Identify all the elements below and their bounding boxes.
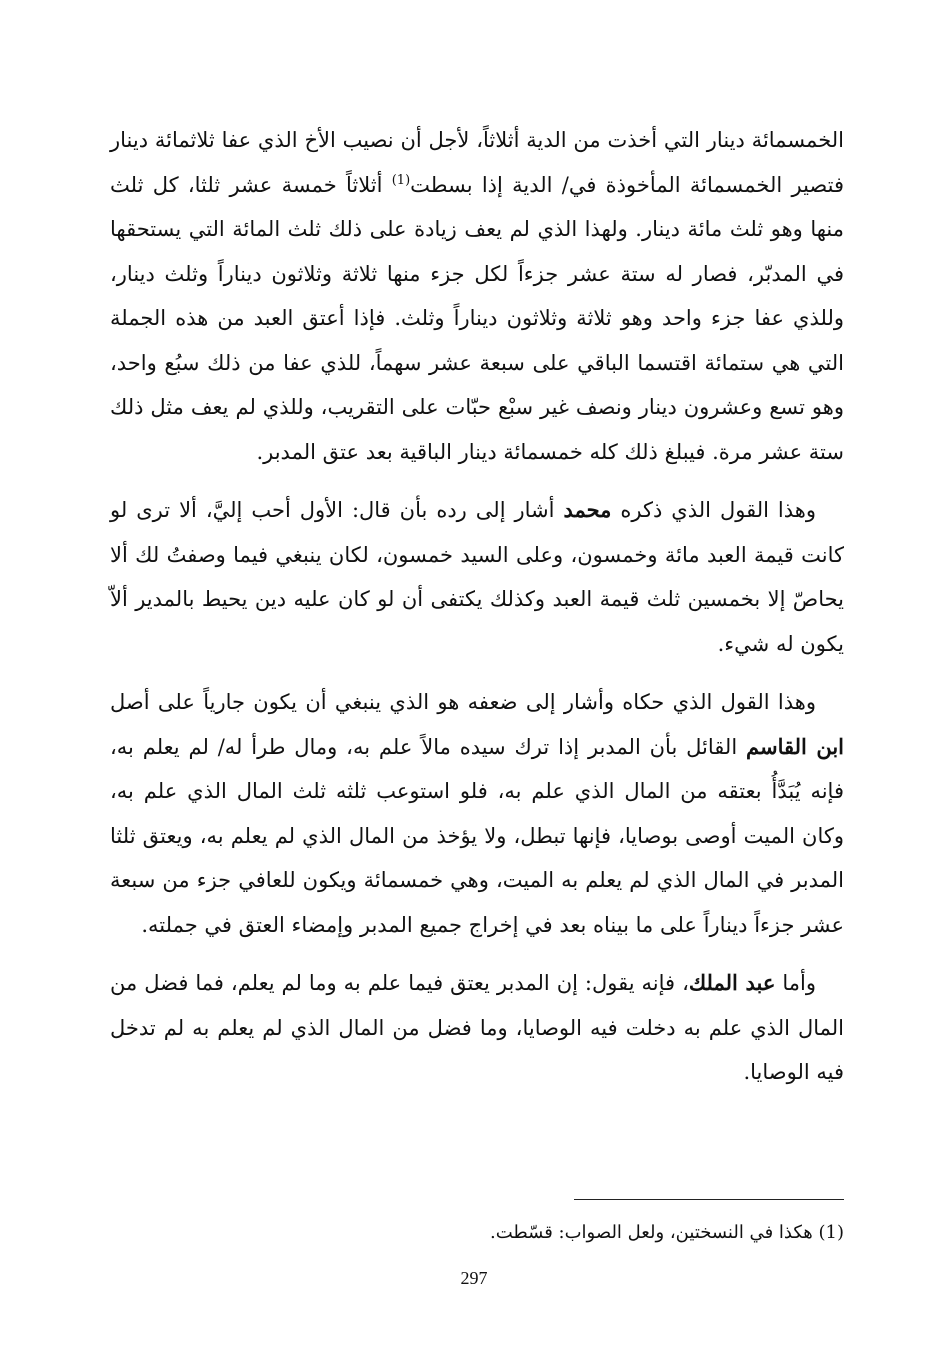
paragraph-2-text-b: أشار إلى رده بأن قال: الأول أحب إليَّ، ألا ترى لو كانت قيمة العبد مائة وخمسون، وعلى السيد خمسون، لكان ينبغي فيما وصفتُ لك ألا يحاصّ إلا بخمسين ثلث قيمة العبد وكذلك يكتفى أن لو كان عليه دين يحيط بالمدير ألاّ يكون له شيء. [110, 498, 844, 656]
paragraph-3 [110, 680, 844, 947]
footnote-separator [574, 1199, 844, 1200]
paragraph-1-text-b: أثلاثاً خمسة عشر ثلثا، كل ثلث منها وهو ثلث مائة دينار. ولهذا الذي لم يعف زيادة على ذلك ثلث المائة التي يستحقها في المدبّر، فصار له ستة عشر جزءاً لكل جزء منها ثلاثة وثلاثون ديناراً وثلث دينار، وللذي عفا جزء واحد وهو ثلاثة وثلاثون ديناراً وثلث. فإذا أعتق العبد من هذه الجملة التي هي ستمائة اقتسما الباقي على سبعة عشر سهماً، للذي عفا من ذلك سبُع واحد، وهو تسع وعشرون دينار ونصف غير سبْع حبّات على التقريب، وللذي لم يعف مثل ذلك ستة عشر مرة. فيبلغ ذلك كله خمسمائة دينار الباقية بعد عتق المدبر. [110, 172, 844, 464]
paragraph-1-text-a: الخمسمائة دينار التي أخذت من الدية أثلاثاً، لأجل أن نصيب الأخ الذي عفا ثلاثمائة دينار فتصير الخمسمائة المأخوذة في/ الدية إذا بسطت [110, 128, 844, 197]
name-ibn-al-qasim: ابن القاسم [746, 733, 844, 759]
page-number: 297 [460, 1268, 488, 1288]
footnote: (1) هكذا في النسختين، ولعل الصواب: قسّطت. [489, 1222, 844, 1243]
paragraph-4 [110, 961, 844, 1095]
name-muhammad: محمد [563, 497, 612, 522]
paragraph-4-text-a: وأما [775, 971, 816, 995]
main-text [110, 118, 844, 1095]
paragraph-2-text-a: وهذا القول الذي ذكره [611, 498, 816, 522]
paragraph-1 [110, 118, 844, 474]
paragraph-3-text-a: وهذا القول الذي حكاه وأشار إلى ضعفه هو الذي ينبغي أن يكون جارياً على أصل [110, 690, 816, 714]
name-abd-al-malik: عبد الملك [688, 970, 776, 995]
paragraph-2 [110, 488, 844, 666]
footnote-marker: (1) [391, 172, 411, 188]
paragraph-4-text-b: ، فإنه يقول: إن المدبر يعتق فيما علم به وما لم يعلم، فما فضل من المال الذي علم به دخلت فيه الوصايا، وما فضل من المال الذي لم يعلم به لم تدخل فيه الوصايا. [110, 971, 844, 1084]
paragraph-3-text-b: القائل بأن المدبر إذا ترك سيده مالاً علم به، ومال طرأ له/ لم يعلم به، فإنه يُبَدَّأُ بعتقه من المال الذي علم به، فلو استوعب ثلثه ثلث المال الذي علم به، وكان الميت أوصى بوصايا، فإنها تبطل، ولا يؤخذ من المال الذي لم يعلم به، ويعتق ثلثا المدبر في المال الذي لم يعلم به الميت، وهي خمسمائة ويكون للعافي جزء من سبعة عشر جزءاً ديناراً على ما بيناه بعد في إخراج جميع المدبر وإمضاء العتق في جملته. [110, 734, 844, 937]
